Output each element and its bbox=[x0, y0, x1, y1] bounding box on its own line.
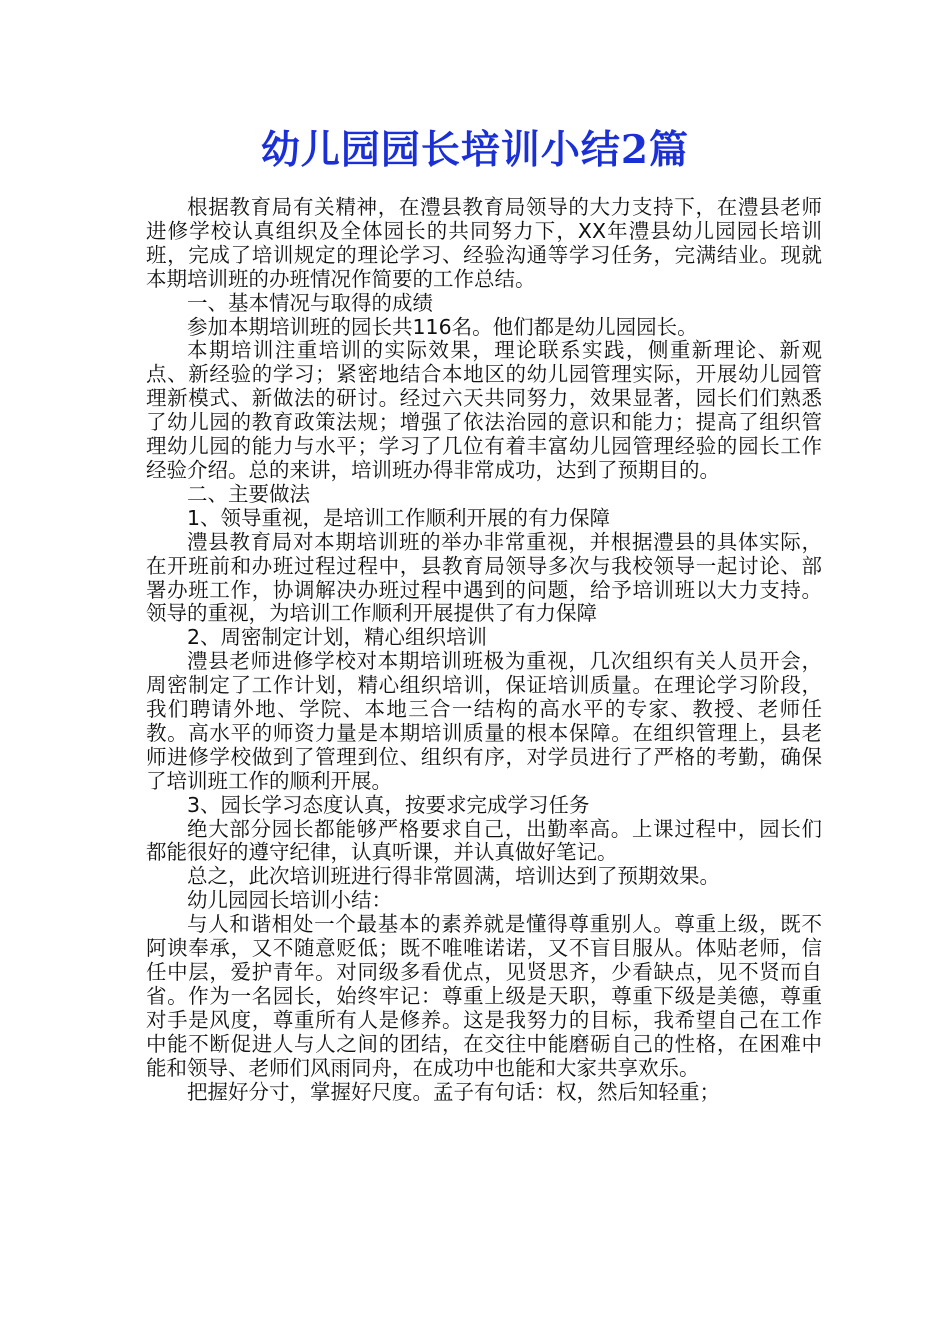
paragraph: 总之，此次培训班进行得非常圆满，培训达到了预期效果。 bbox=[187, 864, 720, 889]
section-heading: 一、基本情况与取得的成绩 bbox=[187, 290, 433, 315]
subsection-heading: 2、周密制定计划，精心组织培训 bbox=[187, 625, 488, 650]
subsection-heading: 3、园长学习态度认真，按要求完成学习任务 bbox=[187, 792, 590, 817]
paragraph: 本期培训注重培训的实际效果，理论联系实践，侧重新理论、新观点、新经验的学习；紧密地结合本地区的幼儿园管理实际，开展幼儿园管理新模式、新做法的研讨。经过六天共同努力，效果显著，园长们们熟悉了幼儿园的教育政策法规；增强了依法治园的意识和能力；提高了组织管理幼儿园的能力与水平；学习了几位有着丰富幼儿园管理经验的园长工作经验介绍。总的来讲，培训班办得非常成功，达到了预期目的。 bbox=[146, 338, 822, 482]
paragraph: 参加本期培训班的园长共116名。他们都是幼儿园园长。 bbox=[187, 314, 698, 339]
paragraph: 澧县教育局对本期培训班的举办非常重视，并根据澧县的具体实际，在开班前和办班过程过程中，县教育局领导多次与我校领导一起讨论、部署办班工作，协调解决办班过程中遇到的问题，给予培训班以大力支持。领导的重视，为培训工作顺利开展提供了有力保障 bbox=[146, 529, 822, 626]
subsection-heading: 1、领导重视，是培训工作顺利开展的有力保障 bbox=[187, 505, 611, 530]
paragraph: 与人和谐相处一个最基本的素养就是懂得尊重别人。尊重上级，既不阿谀奉承，又不随意贬低；既不唯唯诺诺，又不盲目服从。体贴老师，信任中层，爱护青年。对同级多看优点，见贤思齐，少看缺点，见不贤而自省。作为一名园长，始终牢记：尊重上级是天职，尊重下级是美德，尊重对手是风度，尊重所有人是修养。这是我努力的目标，我希望自己在工作中能不断促进人与人之间的团结，在交往中能磨砺自己的性格，在困难中能和领导、老师们风雨同舟，在成功中也能和大家共享欢乐。 bbox=[146, 912, 822, 1080]
paragraph: 澧县老师进修学校对本期培训班极为重视，几次组织有关人员开会，周密制定了工作计划，精心组织培训，保证培训质量。在理论学习阶段，我们聘请外地、学院、本地三合一结构的高水平的专家、教授、老师任教。高水平的师资力量是本期培训质量的根本保障。在组织管理上，县老师进修学校做到了管理到位、组织有序，对学员进行了严格的考勤，确保了培训班工作的顺利开展。 bbox=[146, 649, 822, 793]
paragraph: 根据教育局有关精神，在澧县教育局领导的大力支持下，在澧县老师进修学校认真组织及全体园长的共同努力下，XX年澧县幼儿园园长培训班，完成了培训规定的理论学习、经验沟通等学习任务，完满结业。现就本期培训班的办班情况作简要的工作总结。 bbox=[146, 195, 822, 291]
document-title: 幼儿园园长培训小结2篇 bbox=[260, 127, 690, 173]
paragraph: 把握好分寸，掌握好尺度。孟子有句话：权，然后知轻重； bbox=[187, 1079, 720, 1104]
paragraph: 绝大部分园长都能够严格要求自己，出勤率高。上课过程中，园长们都能很好的遵守纪律，认真听课，并认真做好笔记。 bbox=[146, 816, 822, 865]
document-body bbox=[146, 196, 822, 1104]
section-heading: 二、主要做法 bbox=[187, 481, 310, 506]
section-heading: 幼儿园园长培训小结： bbox=[187, 888, 392, 913]
